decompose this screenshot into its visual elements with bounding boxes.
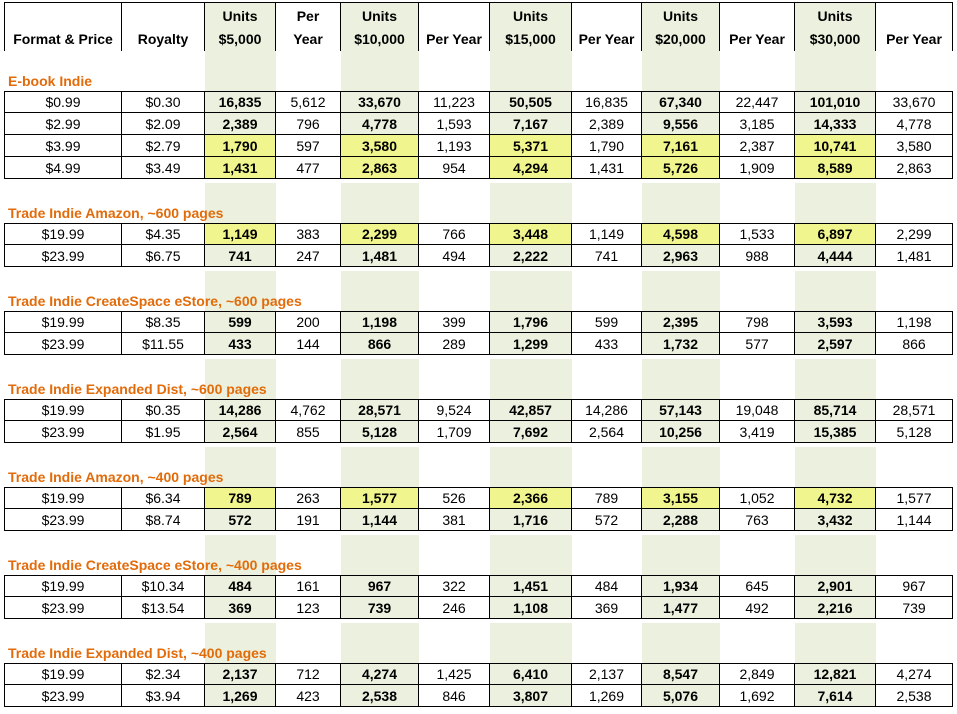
per-year-cell: 22,447 bbox=[720, 91, 795, 113]
units-cell: 2,901 bbox=[795, 575, 876, 597]
per-year-cell: 161 bbox=[276, 575, 341, 597]
per-year-cell: 1,193 bbox=[419, 135, 490, 157]
per-year-cell: 19,048 bbox=[720, 399, 795, 421]
units-cell: 1,481 bbox=[341, 245, 419, 267]
units-column-fill bbox=[341, 51, 419, 91]
format-price-cell: $19.99 bbox=[4, 399, 122, 421]
units-cell: 16,835 bbox=[205, 91, 276, 113]
units-column-fill bbox=[642, 447, 720, 487]
per-year-cell: 423 bbox=[276, 685, 341, 707]
per-year-cell: 2,849 bbox=[720, 663, 795, 685]
per-year-cell: 289 bbox=[419, 333, 490, 355]
section-spacer bbox=[0, 51, 957, 91]
per-year-cell: 4,274 bbox=[876, 663, 953, 685]
per-year-cell: 3,185 bbox=[720, 113, 795, 135]
table-row bbox=[0, 575, 957, 597]
table-row bbox=[0, 509, 957, 531]
units-cell: 1,477 bbox=[642, 597, 720, 619]
section-title: Trade Indie Expanded Dist, ~400 pages bbox=[8, 645, 267, 661]
per-year-cell: 2,538 bbox=[876, 685, 953, 707]
units-cell: 789 bbox=[205, 487, 276, 509]
units-cell: 2,222 bbox=[490, 245, 572, 267]
units-cell: 50,505 bbox=[490, 91, 572, 113]
per-year-cell: 11,223 bbox=[419, 91, 490, 113]
per-year-cell: 369 bbox=[572, 597, 642, 619]
header-line-bottom: Per Year bbox=[426, 31, 482, 47]
units-column-fill bbox=[642, 271, 720, 311]
units-cell: 1,198 bbox=[341, 311, 419, 333]
units-cell: 2,389 bbox=[205, 113, 276, 135]
header-line-top: Per bbox=[296, 8, 320, 24]
units-column-fill bbox=[341, 447, 419, 487]
royalty-cell: $1.95 bbox=[122, 421, 205, 443]
per-year-cell: 123 bbox=[276, 597, 341, 619]
per-year-cell: 739 bbox=[876, 597, 953, 619]
units-cell: 3,593 bbox=[795, 311, 876, 333]
per-year-cell: 796 bbox=[276, 113, 341, 135]
section-spacer bbox=[0, 447, 957, 487]
royalty-cell: $6.34 bbox=[122, 487, 205, 509]
per-year-cell: 399 bbox=[419, 311, 490, 333]
units-column-fill bbox=[795, 183, 876, 223]
section-title: Trade Indie CreateSpace eStore, ~400 pages bbox=[8, 557, 302, 573]
per-year-cell: 477 bbox=[276, 157, 341, 179]
units-cell: 1,269 bbox=[205, 685, 276, 707]
per-year-cell: 494 bbox=[419, 245, 490, 267]
per-year-cell: 846 bbox=[419, 685, 490, 707]
format-price-cell: $19.99 bbox=[4, 311, 122, 333]
units-column-fill bbox=[341, 271, 419, 311]
units-cell: 101,010 bbox=[795, 91, 876, 113]
units-column-fill bbox=[490, 271, 572, 311]
units-column-fill bbox=[795, 623, 876, 663]
table-row bbox=[0, 245, 957, 267]
per-year-cell: 1,481 bbox=[876, 245, 953, 267]
units-cell: 1,716 bbox=[490, 509, 572, 531]
per-year-cell: 1,144 bbox=[876, 509, 953, 531]
units-cell: 1,108 bbox=[490, 597, 572, 619]
per-year-cell: 28,571 bbox=[876, 399, 953, 421]
royalty-cell: $13.54 bbox=[122, 597, 205, 619]
units-column-fill bbox=[795, 51, 876, 91]
header-line-bottom: Per Year bbox=[578, 31, 635, 47]
units-cell: 57,143 bbox=[642, 399, 720, 421]
units-cell: 2,216 bbox=[795, 597, 876, 619]
header-line-bottom: $5,000 bbox=[218, 31, 262, 47]
units-cell: 739 bbox=[341, 597, 419, 619]
table-row bbox=[0, 223, 957, 245]
header-line-bottom: $20,000 bbox=[655, 31, 706, 47]
units-column-fill bbox=[490, 51, 572, 91]
header-cell bbox=[572, 2, 642, 51]
per-year-cell: 33,670 bbox=[876, 91, 953, 113]
per-year-cell: 492 bbox=[720, 597, 795, 619]
units-column-fill bbox=[795, 271, 876, 311]
units-cell: 1,577 bbox=[341, 487, 419, 509]
units-cell: 484 bbox=[205, 575, 276, 597]
header-cell bbox=[720, 2, 795, 51]
units-column-fill bbox=[642, 623, 720, 663]
units-cell: 3,807 bbox=[490, 685, 572, 707]
units-cell: 433 bbox=[205, 333, 276, 355]
units-cell: 2,395 bbox=[642, 311, 720, 333]
per-year-cell: 3,419 bbox=[720, 421, 795, 443]
units-cell: 1,299 bbox=[490, 333, 572, 355]
units-cell: 5,076 bbox=[642, 685, 720, 707]
units-cell: 5,371 bbox=[490, 135, 572, 157]
royalty-cell: $8.35 bbox=[122, 311, 205, 333]
per-year-cell: 2,863 bbox=[876, 157, 953, 179]
units-cell: 1,149 bbox=[205, 223, 276, 245]
per-year-cell: 1,709 bbox=[419, 421, 490, 443]
table-row bbox=[0, 157, 957, 179]
format-price-cell: $23.99 bbox=[4, 597, 122, 619]
units-column-fill bbox=[642, 183, 720, 223]
format-price-cell: $0.99 bbox=[4, 91, 122, 113]
royalty-cell: $10.34 bbox=[122, 575, 205, 597]
header-line-top: Units bbox=[817, 8, 853, 24]
per-year-cell: 599 bbox=[572, 311, 642, 333]
table-row bbox=[0, 311, 957, 333]
units-cell: 15,385 bbox=[795, 421, 876, 443]
per-year-cell: 9,524 bbox=[419, 399, 490, 421]
royalty-cell: $2.34 bbox=[122, 663, 205, 685]
per-year-cell: 2,299 bbox=[876, 223, 953, 245]
units-cell: 8,589 bbox=[795, 157, 876, 179]
header-line-top: Units bbox=[222, 8, 258, 24]
header-cell bbox=[642, 2, 720, 51]
units-cell: 7,614 bbox=[795, 685, 876, 707]
section-title: Trade Indie CreateSpace eStore, ~600 pages bbox=[8, 293, 302, 309]
per-year-cell: 1,052 bbox=[720, 487, 795, 509]
per-year-cell: 572 bbox=[572, 509, 642, 531]
per-year-cell: 246 bbox=[419, 597, 490, 619]
units-cell: 85,714 bbox=[795, 399, 876, 421]
per-year-cell: 712 bbox=[276, 663, 341, 685]
header-cell bbox=[4, 2, 122, 51]
per-year-cell: 988 bbox=[720, 245, 795, 267]
per-year-cell: 16,835 bbox=[572, 91, 642, 113]
per-year-cell: 484 bbox=[572, 575, 642, 597]
header-line-bottom: $30,000 bbox=[809, 31, 861, 47]
per-year-cell: 1,431 bbox=[572, 157, 642, 179]
format-price-cell: $19.99 bbox=[4, 223, 122, 245]
format-price-cell: $23.99 bbox=[4, 245, 122, 267]
units-cell: 5,128 bbox=[341, 421, 419, 443]
per-year-cell: 1,425 bbox=[419, 663, 490, 685]
units-column-fill bbox=[642, 51, 720, 91]
header-line-bottom: Format & Price bbox=[13, 31, 113, 47]
per-year-cell: 1,909 bbox=[720, 157, 795, 179]
per-year-cell: 247 bbox=[276, 245, 341, 267]
per-year-cell: 2,564 bbox=[572, 421, 642, 443]
per-year-cell: 4,778 bbox=[876, 113, 953, 135]
units-cell: 67,340 bbox=[642, 91, 720, 113]
units-cell: 1,431 bbox=[205, 157, 276, 179]
units-column-fill bbox=[642, 359, 720, 399]
per-year-cell: 5,612 bbox=[276, 91, 341, 113]
table-row bbox=[0, 333, 957, 355]
header-cell bbox=[205, 2, 276, 51]
units-cell: 4,444 bbox=[795, 245, 876, 267]
units-cell: 967 bbox=[341, 575, 419, 597]
per-year-cell: 866 bbox=[876, 333, 953, 355]
units-cell: 3,155 bbox=[642, 487, 720, 509]
format-price-cell: $19.99 bbox=[4, 575, 122, 597]
per-year-cell: 263 bbox=[276, 487, 341, 509]
per-year-cell: 1,198 bbox=[876, 311, 953, 333]
per-year-cell: 1,692 bbox=[720, 685, 795, 707]
units-cell: 4,294 bbox=[490, 157, 572, 179]
units-cell: 10,256 bbox=[642, 421, 720, 443]
per-year-cell: 597 bbox=[276, 135, 341, 157]
header-cell bbox=[490, 2, 572, 51]
table-row bbox=[0, 663, 957, 685]
section-title: Trade Indie Amazon, ~600 pages bbox=[8, 205, 224, 221]
per-year-cell: 789 bbox=[572, 487, 642, 509]
header-cell bbox=[122, 2, 205, 51]
per-year-cell: 200 bbox=[276, 311, 341, 333]
per-year-cell: 322 bbox=[419, 575, 490, 597]
units-cell: 1,144 bbox=[341, 509, 419, 531]
units-cell: 8,547 bbox=[642, 663, 720, 685]
units-cell: 4,598 bbox=[642, 223, 720, 245]
per-year-cell: 381 bbox=[419, 509, 490, 531]
header-line-top: Units bbox=[513, 8, 548, 24]
header-line-top: Units bbox=[362, 8, 397, 24]
header-cell bbox=[876, 2, 953, 51]
table-row bbox=[0, 421, 957, 443]
per-year-cell: 1,790 bbox=[572, 135, 642, 157]
per-year-cell: 741 bbox=[572, 245, 642, 267]
format-price-cell: $19.99 bbox=[4, 663, 122, 685]
royalty-cell: $0.35 bbox=[122, 399, 205, 421]
per-year-cell: 433 bbox=[572, 333, 642, 355]
units-cell: 2,597 bbox=[795, 333, 876, 355]
per-year-cell: 766 bbox=[419, 223, 490, 245]
units-cell: 4,732 bbox=[795, 487, 876, 509]
per-year-cell: 4,762 bbox=[276, 399, 341, 421]
units-cell: 3,448 bbox=[490, 223, 572, 245]
units-column-fill bbox=[490, 447, 572, 487]
table-row bbox=[0, 135, 957, 157]
section-title: Trade Indie Amazon, ~400 pages bbox=[8, 469, 224, 485]
units-column-fill bbox=[490, 183, 572, 223]
section-title: E-book Indie bbox=[8, 73, 92, 89]
units-cell: 2,564 bbox=[205, 421, 276, 443]
header-cell bbox=[276, 2, 341, 51]
units-cell: 1,732 bbox=[642, 333, 720, 355]
units-cell: 2,137 bbox=[205, 663, 276, 685]
per-year-cell: 2,137 bbox=[572, 663, 642, 685]
units-cell: 28,571 bbox=[341, 399, 419, 421]
units-column-fill bbox=[642, 535, 720, 575]
header-line-bottom: Year bbox=[293, 31, 323, 47]
units-cell: 741 bbox=[205, 245, 276, 267]
format-price-cell: $4.99 bbox=[4, 157, 122, 179]
format-price-cell: $19.99 bbox=[4, 487, 122, 509]
units-cell: 33,670 bbox=[341, 91, 419, 113]
royalty-cell: $0.30 bbox=[122, 91, 205, 113]
units-cell: 2,288 bbox=[642, 509, 720, 531]
units-column-fill bbox=[795, 535, 876, 575]
table-row bbox=[0, 113, 957, 135]
section-spacer bbox=[0, 623, 957, 663]
format-price-cell: $23.99 bbox=[4, 421, 122, 443]
per-year-cell: 577 bbox=[720, 333, 795, 355]
units-cell: 1,934 bbox=[642, 575, 720, 597]
royalty-cell: $2.79 bbox=[122, 135, 205, 157]
units-column-fill bbox=[341, 623, 419, 663]
section-spacer bbox=[0, 271, 957, 311]
units-cell: 14,286 bbox=[205, 399, 276, 421]
header-line-bottom: Royalty bbox=[137, 31, 189, 47]
section-title: Trade Indie Expanded Dist, ~600 pages bbox=[8, 381, 267, 397]
header-line-bottom: Per Year bbox=[729, 31, 785, 47]
per-year-cell: 2,389 bbox=[572, 113, 642, 135]
units-cell: 4,274 bbox=[341, 663, 419, 685]
section-spacer bbox=[0, 535, 957, 575]
units-cell: 12,821 bbox=[795, 663, 876, 685]
per-year-cell: 3,580 bbox=[876, 135, 953, 157]
table-row bbox=[0, 685, 957, 707]
section-spacer bbox=[0, 359, 957, 399]
units-cell: 7,692 bbox=[490, 421, 572, 443]
units-cell: 7,167 bbox=[490, 113, 572, 135]
units-cell: 10,741 bbox=[795, 135, 876, 157]
per-year-cell: 763 bbox=[720, 509, 795, 531]
units-cell: 7,161 bbox=[642, 135, 720, 157]
header-cell bbox=[341, 2, 419, 51]
units-cell: 6,410 bbox=[490, 663, 572, 685]
royalty-cell: $3.94 bbox=[122, 685, 205, 707]
table-row bbox=[0, 487, 957, 509]
per-year-cell: 144 bbox=[276, 333, 341, 355]
units-cell: 1,451 bbox=[490, 575, 572, 597]
royalty-cell: $3.49 bbox=[122, 157, 205, 179]
units-cell: 4,778 bbox=[341, 113, 419, 135]
format-price-cell: $3.99 bbox=[4, 135, 122, 157]
royalty-cell: $2.09 bbox=[122, 113, 205, 135]
units-column-fill bbox=[341, 359, 419, 399]
per-year-cell: 1,533 bbox=[720, 223, 795, 245]
table-row bbox=[0, 597, 957, 619]
header-line-bottom: $15,000 bbox=[505, 31, 556, 47]
units-column-fill bbox=[795, 359, 876, 399]
units-cell: 2,963 bbox=[642, 245, 720, 267]
units-column-fill bbox=[490, 535, 572, 575]
per-year-cell: 5,128 bbox=[876, 421, 953, 443]
units-column-fill bbox=[490, 623, 572, 663]
per-year-cell: 954 bbox=[419, 157, 490, 179]
format-price-cell: $2.99 bbox=[4, 113, 122, 135]
units-column-fill bbox=[341, 183, 419, 223]
header-cell bbox=[419, 2, 490, 51]
per-year-cell: 1,149 bbox=[572, 223, 642, 245]
per-year-cell: 967 bbox=[876, 575, 953, 597]
per-year-cell: 383 bbox=[276, 223, 341, 245]
table-row bbox=[0, 91, 957, 113]
units-cell: 599 bbox=[205, 311, 276, 333]
table-row bbox=[0, 399, 957, 421]
units-cell: 9,556 bbox=[642, 113, 720, 135]
royalty-cell: $4.35 bbox=[122, 223, 205, 245]
header-line-bottom: $10,000 bbox=[354, 31, 405, 47]
units-cell: 866 bbox=[341, 333, 419, 355]
units-column-fill bbox=[795, 447, 876, 487]
units-column-fill bbox=[490, 359, 572, 399]
units-cell: 1,790 bbox=[205, 135, 276, 157]
units-cell: 2,299 bbox=[341, 223, 419, 245]
units-cell: 572 bbox=[205, 509, 276, 531]
header-cell bbox=[795, 2, 876, 51]
per-year-cell: 1,593 bbox=[419, 113, 490, 135]
units-column-fill bbox=[341, 535, 419, 575]
units-cell: 14,333 bbox=[795, 113, 876, 135]
format-price-cell: $23.99 bbox=[4, 333, 122, 355]
units-cell: 42,857 bbox=[490, 399, 572, 421]
units-cell: 2,863 bbox=[341, 157, 419, 179]
per-year-cell: 645 bbox=[720, 575, 795, 597]
units-cell: 369 bbox=[205, 597, 276, 619]
units-cell: 3,580 bbox=[341, 135, 419, 157]
units-column-fill bbox=[205, 51, 276, 91]
per-year-cell: 2,387 bbox=[720, 135, 795, 157]
units-cell: 2,366 bbox=[490, 487, 572, 509]
format-price-cell: $23.99 bbox=[4, 509, 122, 531]
royalty-cell: $8.74 bbox=[122, 509, 205, 531]
per-year-cell: 14,286 bbox=[572, 399, 642, 421]
format-price-cell: $23.99 bbox=[4, 685, 122, 707]
units-cell: 5,726 bbox=[642, 157, 720, 179]
royalty-cell: $6.75 bbox=[122, 245, 205, 267]
header-line-bottom: Per Year bbox=[886, 31, 942, 47]
units-cell: 3,432 bbox=[795, 509, 876, 531]
per-year-cell: 855 bbox=[276, 421, 341, 443]
header-line-top: Units bbox=[663, 8, 698, 24]
units-cell: 6,897 bbox=[795, 223, 876, 245]
per-year-cell: 526 bbox=[419, 487, 490, 509]
royalty-cell: $11.55 bbox=[122, 333, 205, 355]
per-year-cell: 798 bbox=[720, 311, 795, 333]
per-year-cell: 1,577 bbox=[876, 487, 953, 509]
units-cell: 1,796 bbox=[490, 311, 572, 333]
per-year-cell: 1,269 bbox=[572, 685, 642, 707]
per-year-cell: 191 bbox=[276, 509, 341, 531]
section-spacer bbox=[0, 183, 957, 223]
header-row bbox=[0, 2, 957, 51]
units-cell: 2,538 bbox=[341, 685, 419, 707]
